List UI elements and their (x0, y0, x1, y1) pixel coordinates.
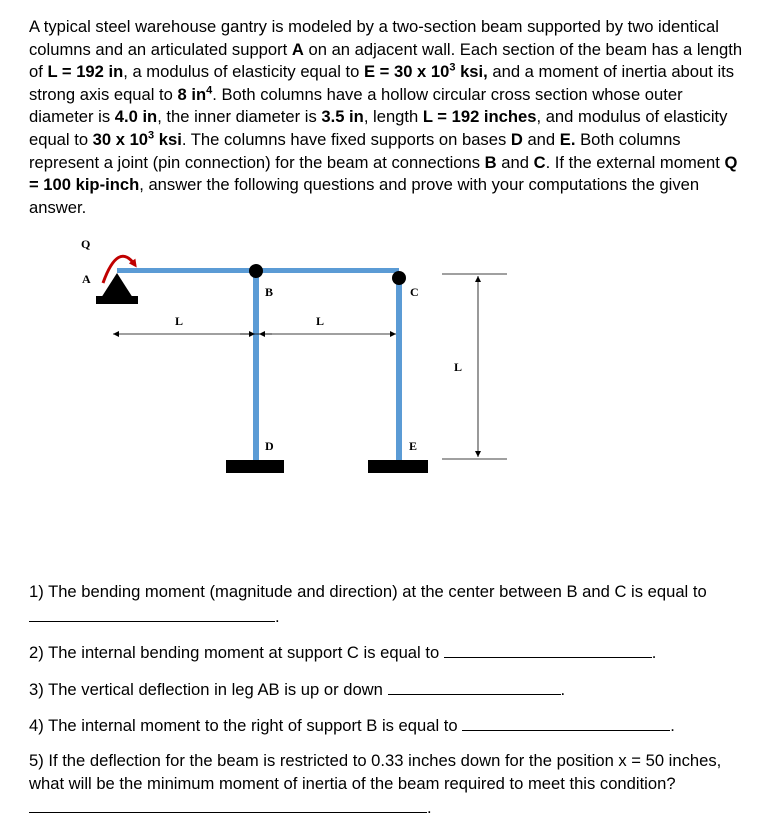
question-list (29, 581, 744, 820)
problem-text-1: A typical steel warehouse gantry is modeled by a two-section beam supported by two identical columns and an articulated support (29, 17, 719, 59)
beam-ab (117, 268, 256, 273)
problem-text-5: . Both columns have a hollow circular cross section whose outer diameter is (29, 84, 683, 127)
answer-blank-3[interactable] (388, 677, 561, 695)
label-l-bc: L (316, 314, 325, 328)
label-l-column: L (454, 360, 463, 374)
problem-text-10: and (522, 129, 560, 149)
gantry-diagram (0, 228, 758, 488)
problem-text-7: , length (363, 107, 423, 127)
answer-blank-4[interactable] (462, 713, 670, 731)
problem-text-13: . If the external moment (545, 152, 725, 172)
beam-inertia: 8 $in^4$ (177, 84, 213, 104)
column-bd (253, 273, 259, 462)
label-b: B (265, 285, 274, 299)
question-2: 2) The internal bending moment at support C is equal to . (29, 640, 744, 665)
inner-diameter: 3.5 in (321, 107, 364, 127)
wall-base-a (96, 296, 138, 304)
fixed-base-d (226, 460, 284, 473)
question-4: 4) The internal moment to the right of support B is equal to . (29, 713, 744, 738)
fixed-base-e (368, 460, 428, 473)
moment-q: Q = 100 kip-inch (29, 152, 738, 195)
problem-text-11: Both columns represent a joint (pin connection) for the beam at connections (29, 129, 681, 172)
beam-length: L = 192 in (47, 62, 124, 82)
question-5: 5) If the deflection for the beam is restricted to 0.33 inches down for the position x = 50 inches, what will be the minimum moment of inertia of the beam required to meet this condition? . (29, 750, 722, 818)
problem-text-12: and (496, 152, 534, 172)
problem-text-6: , the inner diameter is (157, 107, 322, 127)
support-a-ref: A (291, 39, 304, 59)
beam-modulus: E = 30 x $10^3$ ksi, (364, 61, 488, 82)
connection-b-ref: B (484, 152, 497, 172)
label-l-ab: L (175, 314, 184, 328)
beam-bc (256, 268, 399, 273)
problem-text-4: and a moment of inertia about its strong axis equal to (29, 62, 735, 104)
answer-blank-1[interactable] (29, 604, 275, 622)
joint-b-icon (249, 264, 263, 278)
base-e-ref: E. (559, 129, 576, 149)
question-3: 3) The vertical deflection in leg AB is up or down . (29, 677, 744, 702)
problem-text-3: , a modulus of elasticity equal to (123, 62, 364, 82)
column-ce (396, 273, 402, 462)
label-q: Q (81, 237, 91, 251)
problem-text-9: . The columns have fixed supports on bases (181, 129, 511, 149)
problem-text-8: , and modulus of elasticity equal to (29, 107, 728, 149)
problem-statement (29, 16, 744, 219)
problem-text-14: , answer the following questions and prove with your computations the given answer. (29, 175, 700, 217)
outer-diameter: 4.0 in (114, 107, 158, 127)
answer-blank-2[interactable] (444, 640, 652, 658)
question-1: 1) The bending moment (magnitude and direction) at the center between B and C is equal to . (29, 582, 707, 626)
label-a: A (82, 272, 91, 286)
label-e: E (409, 439, 418, 453)
problem-text-2: on an adjacent wall. Each section of the beam has a length of (29, 39, 743, 82)
column-modulus: 30 x $10^3$ ksi (92, 129, 182, 149)
base-d-ref: D (510, 129, 523, 149)
column-length: L = 192 inches (422, 107, 537, 127)
answer-blank-5[interactable] (29, 795, 427, 813)
label-d: D (265, 439, 274, 453)
joint-c-icon (392, 271, 406, 285)
gantry-figure (0, 228, 758, 488)
label-c: C (410, 285, 419, 299)
connection-c-ref: C (533, 152, 546, 172)
